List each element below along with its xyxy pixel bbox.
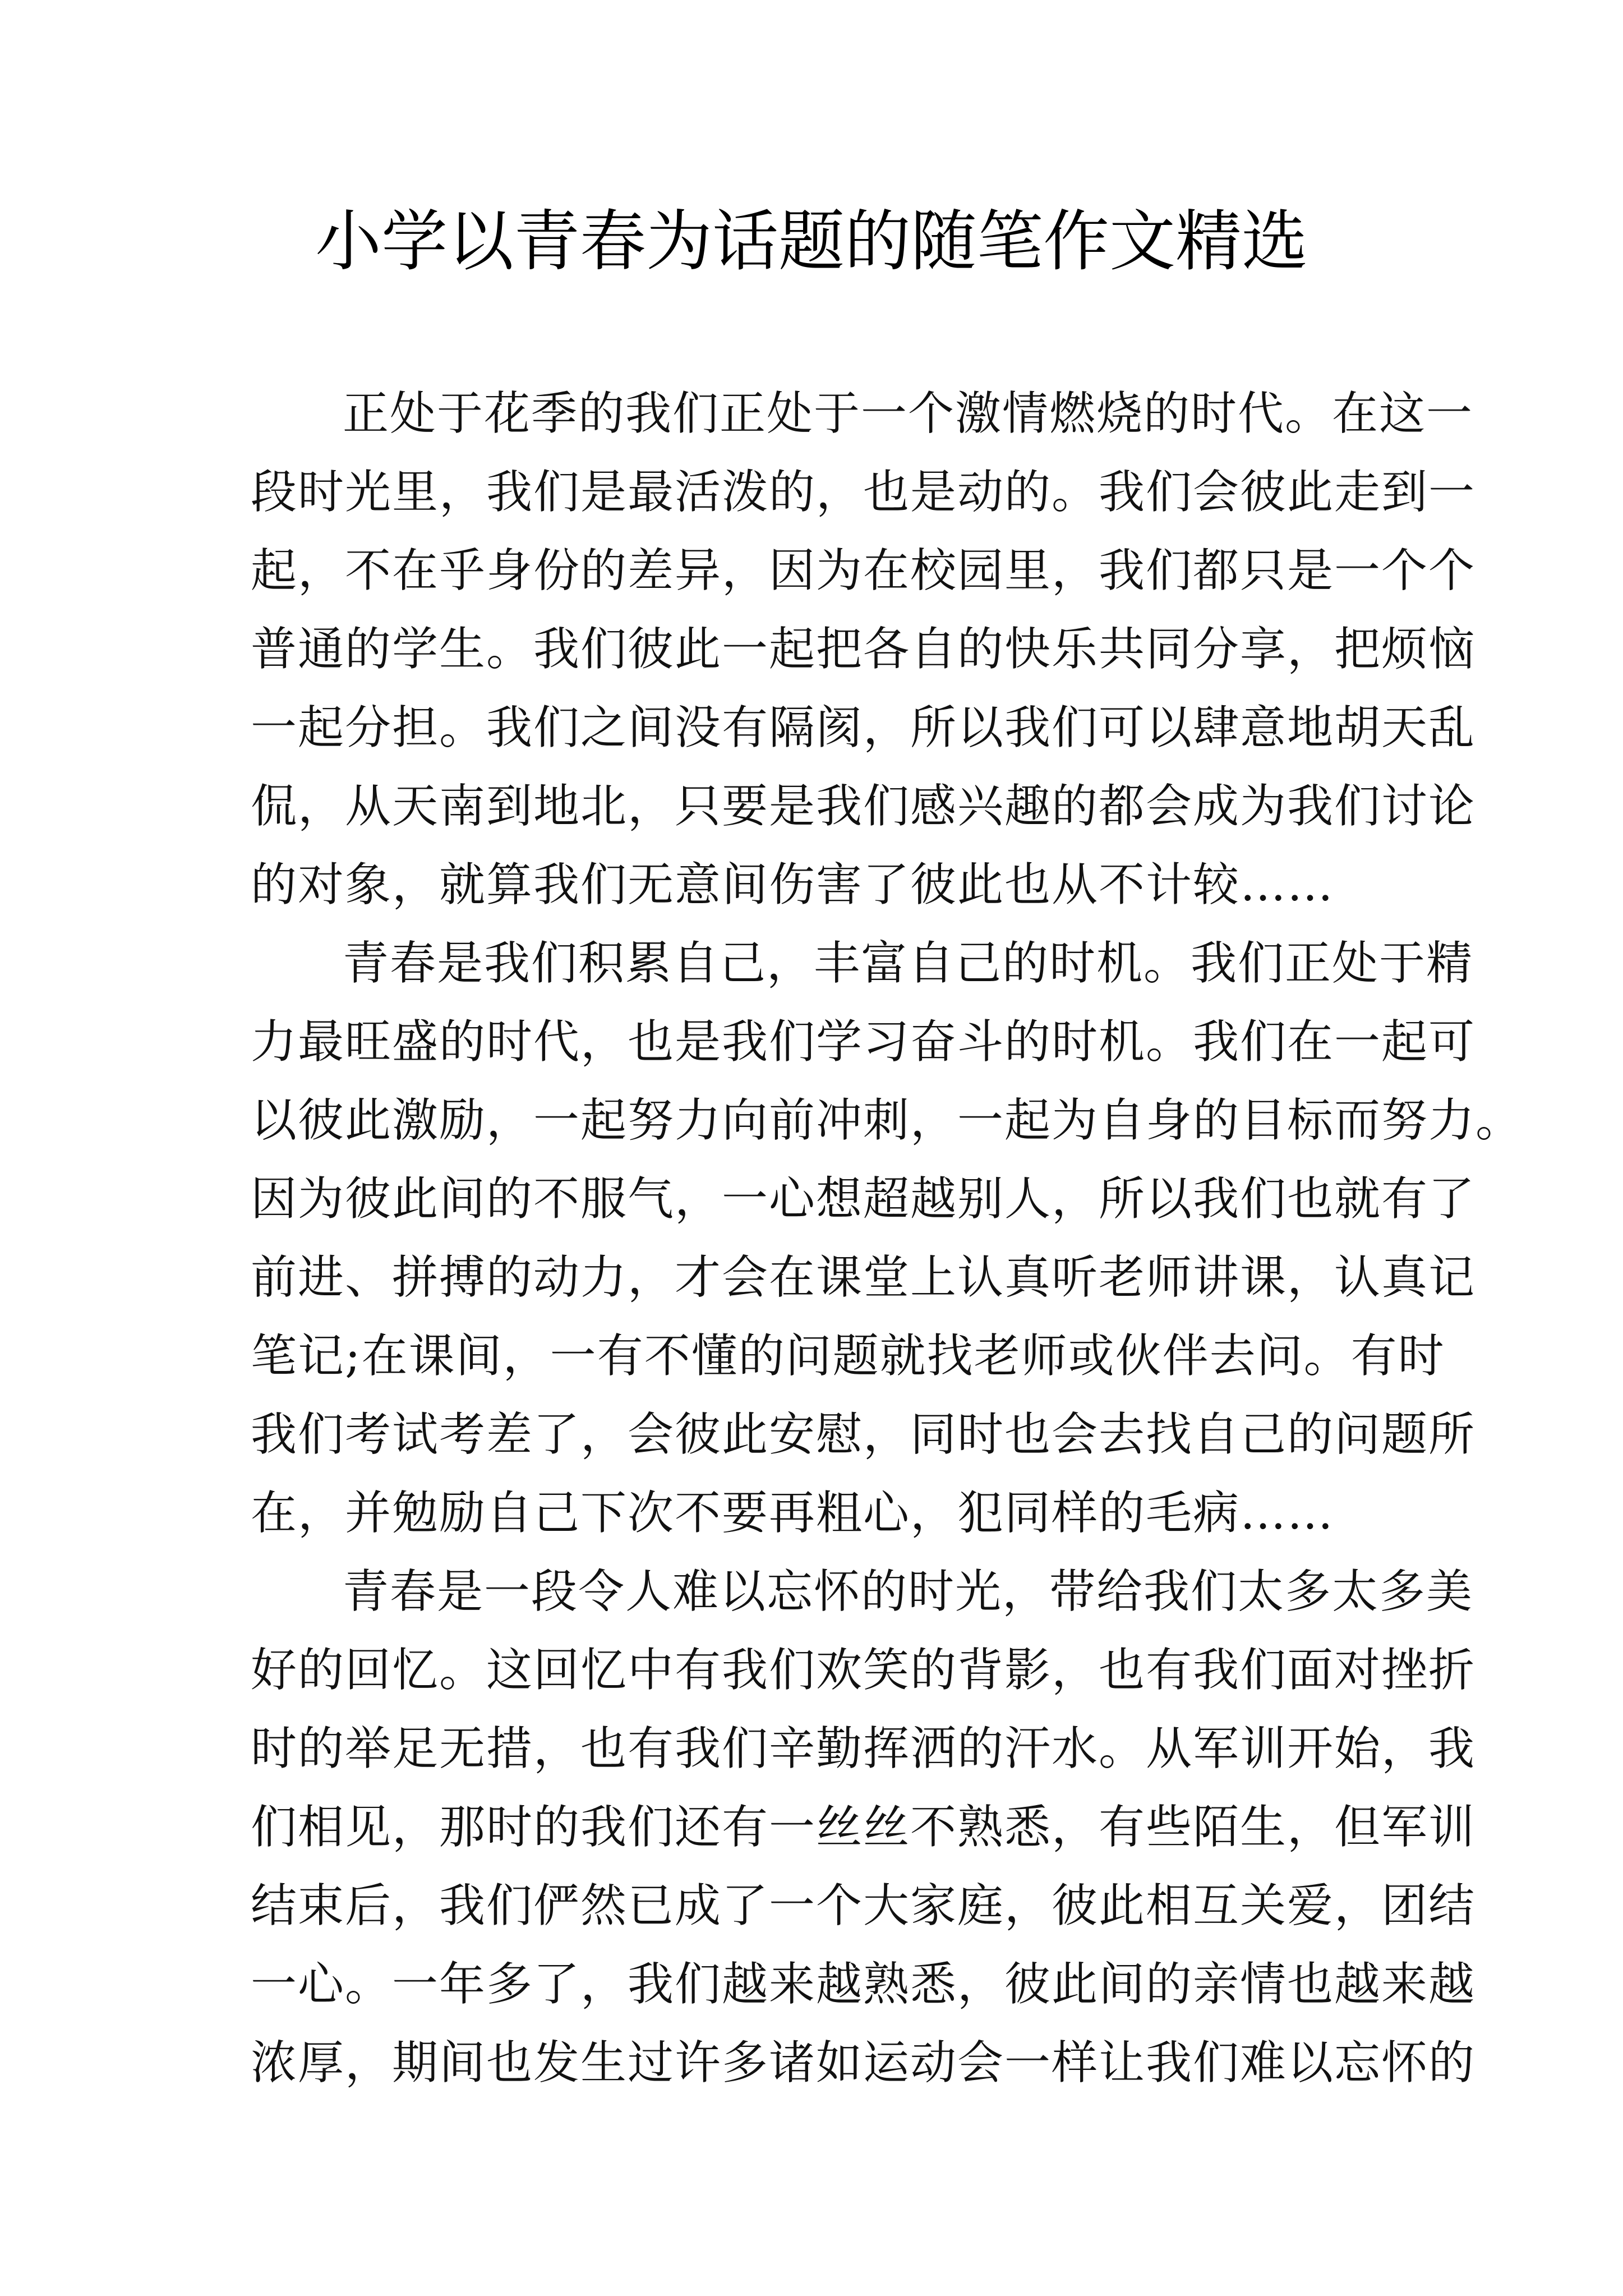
document-title: 小学以青春为话题的随笔作文精选 <box>315 203 1308 280</box>
text-line: 青春是我们积累自己，丰富自己的时机。我们正处于精 <box>343 937 1474 990</box>
text-line: 一起分担。我们之间没有隔阂，所以我们可以肆意地胡天乱 <box>251 701 1476 754</box>
text-line: 以彼此激励，一起努力向前冲刺，一起为自身的目标而努力。 <box>251 1094 1523 1147</box>
text-line: 青春是一段令人难以忘怀的时光，带给我们太多太多美 <box>343 1565 1474 1618</box>
paragraph-3 <box>251 1553 1476 2102</box>
text-line: 好的回忆。这回忆中有我们欢笑的背影，也有我们面对挫折 <box>251 1644 1476 1697</box>
text-line: 正处于花季的我们正处于一个激情燃烧的时代。在这一 <box>343 387 1474 440</box>
document-body <box>251 375 1523 2102</box>
text-line: 们相见，那时的我们还有一丝丝不熟悉，有些陌生，但军训 <box>251 1801 1476 1854</box>
text-line: 力最旺盛的时代，也是我们学习奋斗的时机。我们在一起可 <box>251 1015 1476 1069</box>
text-line: 前进、拼搏的动力，才会在课堂上认真听老师讲课，认真记 <box>251 1251 1476 1304</box>
paragraph-1 <box>251 375 1476 924</box>
text-line: 起，不在乎身份的差异，因为在校园里，我们都只是一个个 <box>251 544 1476 597</box>
text-line: 普通的学生。我们彼此一起把各自的快乐共同分享，把烦恼 <box>251 623 1476 676</box>
text-line: 浓厚，期间也发生过许多诸如运动会一样让我们难以忘怀的 <box>251 2036 1476 2090</box>
text-line: 结束后，我们俨然已成了一个大家庭，彼此相互关爱，团结 <box>251 1879 1476 1932</box>
paragraph-2 <box>251 924 1523 1553</box>
text-line: 时的举足无措，也有我们辛勤挥洒的汗水。从军训开始，我 <box>251 1722 1476 1775</box>
text-line: 我们考试考差了，会彼此安慰，同时也会去找自己的问题所 <box>251 1408 1476 1461</box>
text-line: 段时光里，我们是最活泼的，也是动的。我们会彼此走到一 <box>251 466 1476 519</box>
text-line: 笔记;在课间，一有不懂的问题就找老师或伙伴去问。有时 <box>251 1329 1445 1383</box>
text-line: 因为彼此间的不服气，一心想超越别人，所以我们也就有了 <box>251 1172 1476 1226</box>
text-line: 在，并勉励自己下次不要再粗心，犯同样的毛病…… <box>251 1487 1335 1540</box>
text-line: 的对象，就算我们无意间伤害了彼此也从不计较…… <box>251 858 1335 912</box>
text-line: 侃，从天南到地北，只要是我们感兴趣的都会成为我们讨论 <box>251 780 1476 833</box>
text-line: 一心。一年多了，我们越来越熟悉，彼此间的亲情也越来越 <box>251 1958 1476 2011</box>
